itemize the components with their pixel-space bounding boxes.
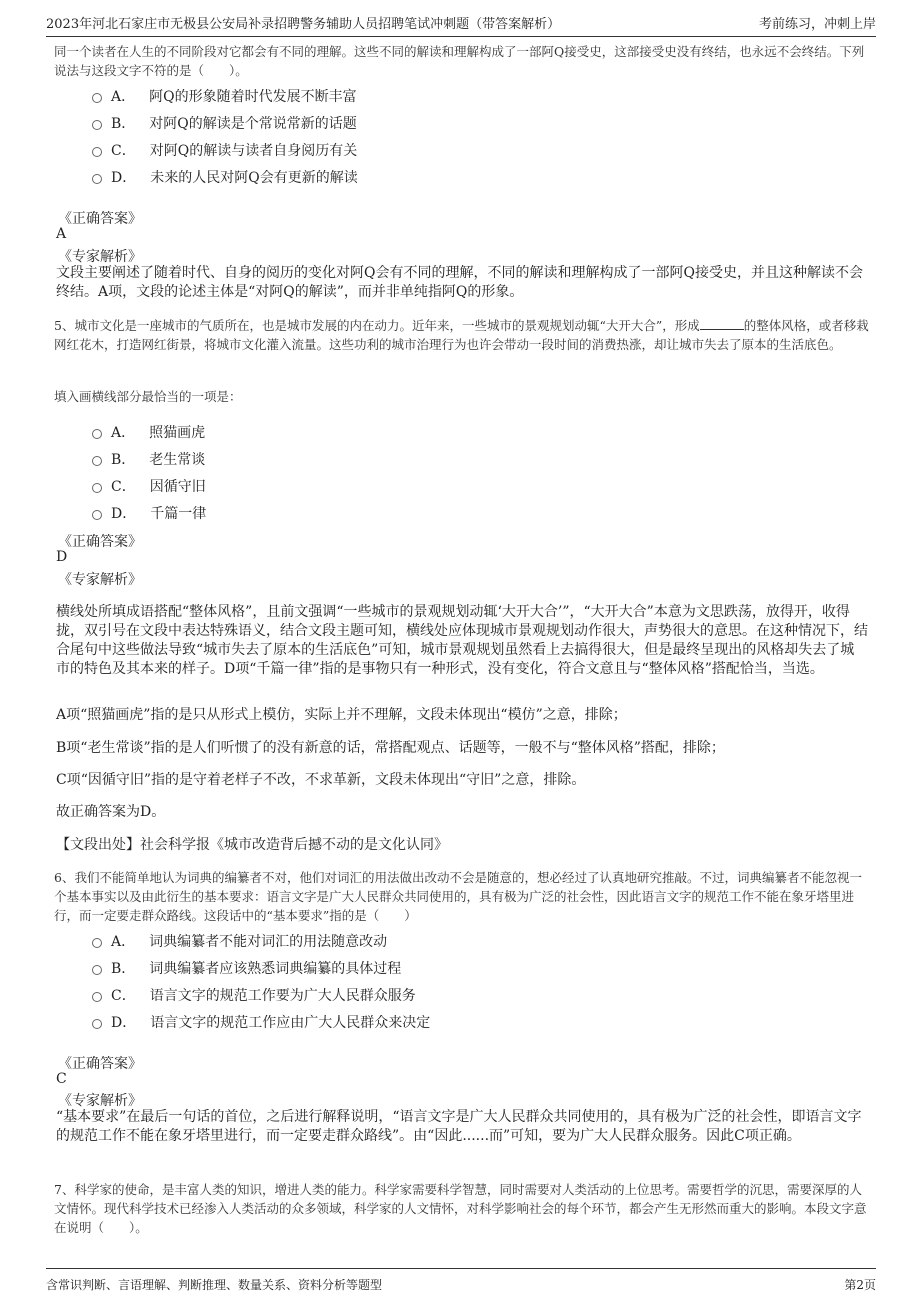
radio-icon[interactable] <box>92 174 102 184</box>
q6-answer-label: 《正确答案》 <box>58 1056 142 1072</box>
q4-option-d[interactable]: D． 未来的人民对阿Q会有更新的解读 <box>92 167 358 187</box>
radio-icon[interactable] <box>92 120 102 130</box>
q6-option-d[interactable]: D． 语言文字的规范工作应由广大人民群众来决定 <box>92 1012 430 1032</box>
page-number: 第2页 <box>844 1278 876 1292</box>
q5-answer-label: 《正确答案》 <box>58 534 142 550</box>
q4-option-a[interactable]: A． 阿Q的形象随着时代发展不断丰富 <box>92 86 357 106</box>
q5-option-d[interactable]: D． 千篇一律 <box>92 503 206 523</box>
question-5-stem: 5、城市文化是一座城市的气质所在，也是城市发展的内在动力。近年来，一些城市的景观规划动辄“大开大合”，形成 的整体风格，或者移栽网红花木，打造网红街景，将城市文化灌入流量。这些功利的城市治理行为也许会带动一段时间的消费热涨，却让城市失去了原本的生活底色。 <box>54 318 869 352</box>
q5-answer: D <box>56 549 68 565</box>
radio-icon[interactable] <box>92 429 102 439</box>
q4-option-c[interactable]: C． 对阿Q的解读与读者自身阅历有关 <box>92 140 357 160</box>
page-footer <box>46 1268 876 1293</box>
q4-analysis: 文段主要阐述了随着时代、自身的阅历的变化对阿Q会有不同的理解，不同的解读和理解构成了一部阿Q接受史，并且这种解读不会终结。A项，文段的论述主体是“对阿Q的解读”，而并非单纯指阿Q的形象。 <box>56 265 863 300</box>
q5-analysis-option-c: C项“因循守旧”指的是守着老样子不改，不求革新，文段未体现出“守旧”之意，排除。 <box>56 772 586 788</box>
q6-option-a[interactable]: A． 词典编纂者不能对词汇的用法随意改动 <box>92 931 387 951</box>
question-7-stem: 7、科学家的使命，是丰富人类的知识，增进人类的能力。科学家需要科学智慧，同时需要对人类活动的上位思考。需要哲学的沉思，需要深厚的人文情怀。现代科学技术已经渗入人类活动的众多领域，科学家的人文情怀，对科学影响社会的每个环节，都会产生无形然而重大的影响。本段文字意在说明（ ）。 <box>54 1182 867 1235</box>
question-5-prompt: 填入画横线部分最恰当的一项是： <box>54 389 242 404</box>
radio-icon[interactable] <box>92 1019 102 1029</box>
q5-conclusion: 故正确答案为D。 <box>56 804 166 820</box>
radio-icon[interactable] <box>92 965 102 975</box>
radio-icon[interactable] <box>92 992 102 1002</box>
radio-icon[interactable] <box>92 510 102 520</box>
page-header <box>46 8 876 37</box>
q5-analysis-option-a: A项“照猫画虎”指的是只从形式上模仿，实际上并不理解，文段未体现出“模仿”之意，排除； <box>56 707 627 723</box>
radio-icon[interactable] <box>92 147 102 157</box>
q5-analysis-label: 《专家解析》 <box>58 572 142 588</box>
radio-icon[interactable] <box>92 456 102 466</box>
q4-analysis-label: 《专家解析》 <box>58 249 142 265</box>
radio-icon[interactable] <box>92 483 102 493</box>
q6-option-b[interactable]: B． 词典编纂者应该熟悉词典编纂的具体过程 <box>92 958 401 978</box>
radio-icon[interactable] <box>92 93 102 103</box>
footer-topics: 含常识判断、言语理解、判断推理、数量关系、资料分析等题型 <box>46 1278 383 1292</box>
question-4-stem: 同一个读者在人生的不同阶段对它都会有不同的理解。这些不同的解读和理解构成了一部阿Q接受史，这部接受史没有终结，也永远不会终结。下列说法与这段文字不符的是（ ）。 <box>54 44 865 78</box>
q5-option-a[interactable]: A． 照猫画虎 <box>92 422 205 442</box>
q6-analysis: “基本要求”在最后一句话的首位，之后进行解释说明，“语言文字是广大人民群众共同使用的，具有极为广泛的社会性，即语言文字的规范工作不能在象牙塔里进行，而一定要走群众路线”。由“因此......而”可知，要为广大人民群众服务。因此C项正确。 <box>56 1109 862 1144</box>
fill-blank <box>700 317 744 330</box>
q5-source: 【文段出处】社会科学报《城市改造背后撼不动的是文化认同》 <box>56 837 448 853</box>
q5-option-b[interactable]: B． 老生常谈 <box>92 449 205 469</box>
q4-answer: A <box>56 226 67 242</box>
q4-answer-label: 《正确答案》 <box>58 211 142 227</box>
header-slogan: 考前练习，冲刺上岸 <box>758 17 876 32</box>
q5-analysis: 横线处所填成语搭配“整体风格”，且前文强调“一些城市的景观规划动辄‘大开大合’”，“大开大合”本意为文思跌荡，放得开，收得拢，双引号在文段中表达特殊语义，结合文段主题可知，横线处应体现城市景观规划动作很大，声势很大的意思。在这种情况下，结合尾句中这些做法导致“城市失去了原本的生活底色”可知，城市景观规划虽然看上去搞得很大，但是最终呈现出的风格却失去了城市的特色及其本来的样子。D项“千篇一律”指的是事物只有一种形式，没有变化，符合文意且与“整体风格”搭配恰当，当选。 <box>56 604 868 677</box>
question-6-stem: 6、我们不能简单地认为词典的编纂者不对，他们对词汇的用法做出改动不会是随意的，想必经过了认真地研究推敲。不过，词典编纂者不能忽视一个基本事实以及由此衍生的基本要求：语言文字是广大人民群众共同使用的，具有极为广泛的社会性，因此语言文字的规范工作不能在象牙塔里进行，而一定要走群众路线。这段话中的“基本要求”指的是（ ） <box>54 870 862 923</box>
document-title: 2023年河北石家庄市无极县公安局补录招聘警务辅助人员招聘笔试冲刺题（带答案解析） <box>46 17 561 32</box>
q6-option-c[interactable]: C． 语言文字的规范工作要为广大人民群众服务 <box>92 985 416 1005</box>
radio-icon[interactable] <box>92 938 102 948</box>
q5-option-c[interactable]: C． 因循守旧 <box>92 476 206 496</box>
q6-answer: C <box>56 1071 67 1087</box>
q5-analysis-option-b: B项“老生常谈”指的是人们听惯了的没有新意的话，常搭配观点、话题等，一般不与“整体风格”搭配，排除； <box>56 740 725 756</box>
q6-analysis-label: 《专家解析》 <box>58 1093 142 1109</box>
q4-option-b[interactable]: B． 对阿Q的解读是个常说常新的话题 <box>92 113 357 133</box>
